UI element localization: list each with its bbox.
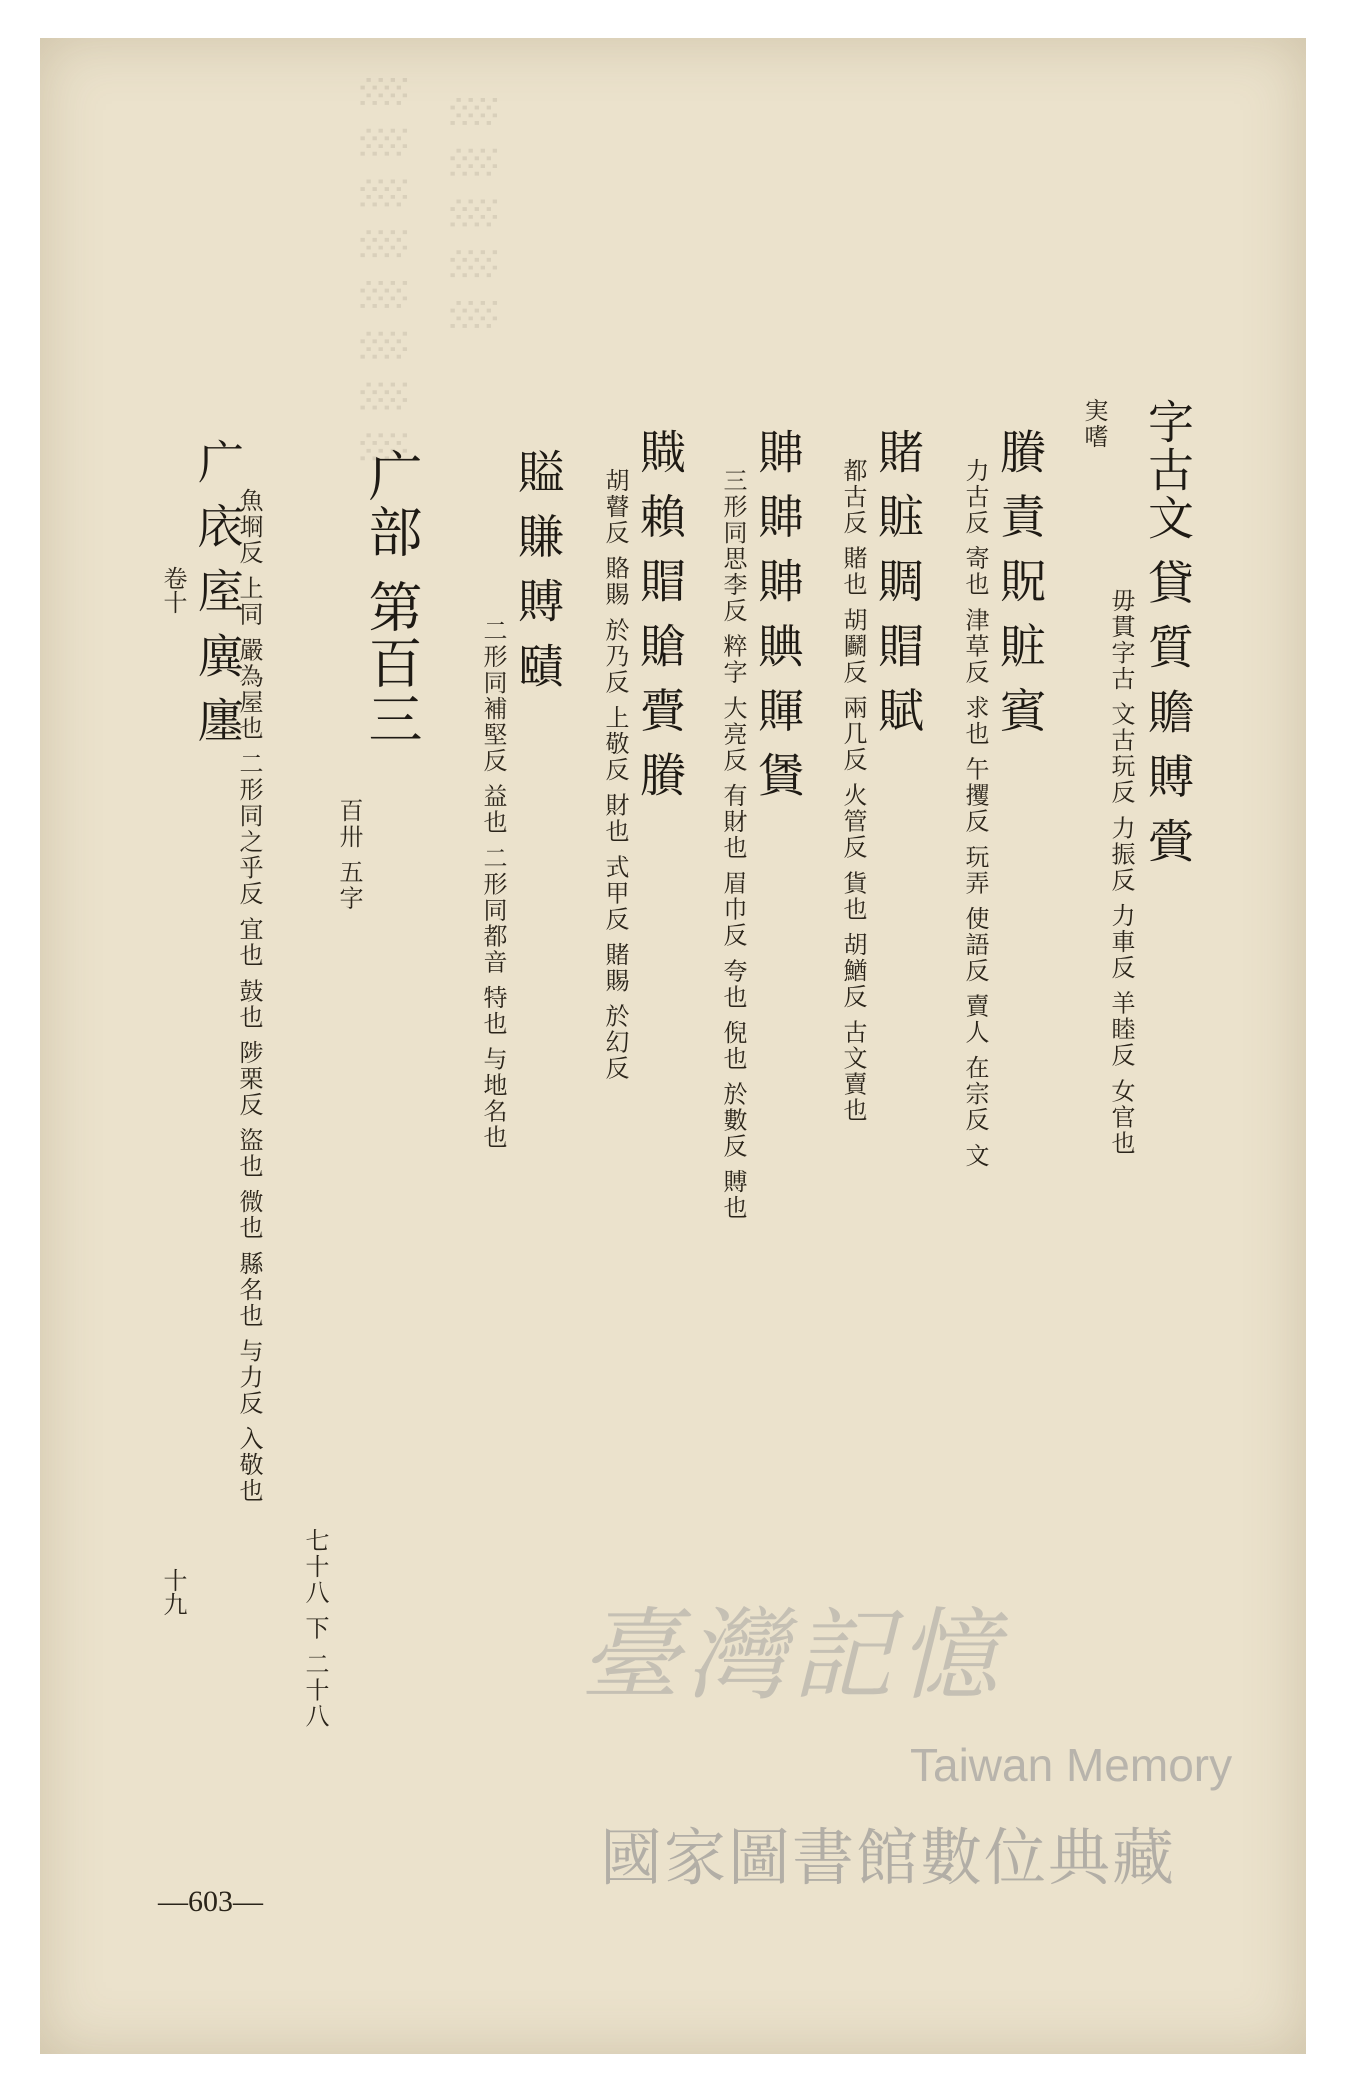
- column-3-main: 賭 賘 賙 賵 賦: [871, 428, 925, 735]
- column-8-gloss: 魚埛反 上同 嚴為屋也 二形同之乎反 宜也 鼓也 陟栗反 盜也 微也 縣名也 与力反 入敬也: [235, 488, 263, 1504]
- column-6-gloss: 二形同補堅反 益也 二形同都音 特也 与地名也: [479, 618, 507, 1151]
- section-side-note: 七十八 下 二十八: [301, 1528, 329, 1730]
- volume-label: 卷十: [159, 566, 187, 614]
- page-number: —603—: [158, 1885, 263, 1918]
- watermark-chinese: 臺灣記憶: [580, 1597, 1004, 1714]
- column-4-main: 賗 賗 賗 賟 賱 賲: [751, 428, 805, 800]
- column-1-header: 実嗜: [1080, 398, 1108, 450]
- column-6-main: 賹 賺 賻 賾: [511, 448, 565, 690]
- bleed-through-text: ░░░░░░░░: [360, 78, 406, 485]
- column-3-gloss: 都古反 賭也 胡鬬反 兩几反 火管反 貨也 胡鰌反 古文賣也: [839, 458, 867, 1124]
- column-5-main: 賳 賴 賵 賶 賷 賸: [633, 428, 687, 800]
- column-2-main: 賸 責 貺 賍 賓: [993, 428, 1047, 735]
- section-title: 广部 第百三: [360, 448, 423, 748]
- column-4-gloss: 三形同思李反 粹字 大亮反 有財也 眉巾反 夸也 倪也 於數反 賻也: [719, 468, 747, 1222]
- bleed-through-text: ░░░░░: [450, 98, 496, 352]
- column-2-gloss: 力古反 寄也 津草反 求也 午攫反 玩弄 使語反 賣人 在宗反 文: [961, 458, 989, 1169]
- folio-number: 十九: [159, 1568, 187, 1616]
- column-5-gloss: 胡瞽反 賂賜 於乃反 上敬反 財也 式甲反 賭賜 於幻反: [601, 468, 629, 1082]
- column-1-gloss: 毋貫字古 文古玩反 力振反 力車反 羊睦反 女官也: [1107, 588, 1135, 1157]
- section-count: 百卅 五字: [335, 798, 363, 912]
- watermark-english: Taiwan Memory: [910, 1739, 1233, 1791]
- column-1-main: 字古文 貸 質 贍 賻 賫: [1141, 398, 1195, 866]
- watermark-library: 國家圖書館數位典藏: [600, 1821, 1177, 1894]
- column-8-main: 广 庡 庢 廙 廛: [191, 438, 245, 745]
